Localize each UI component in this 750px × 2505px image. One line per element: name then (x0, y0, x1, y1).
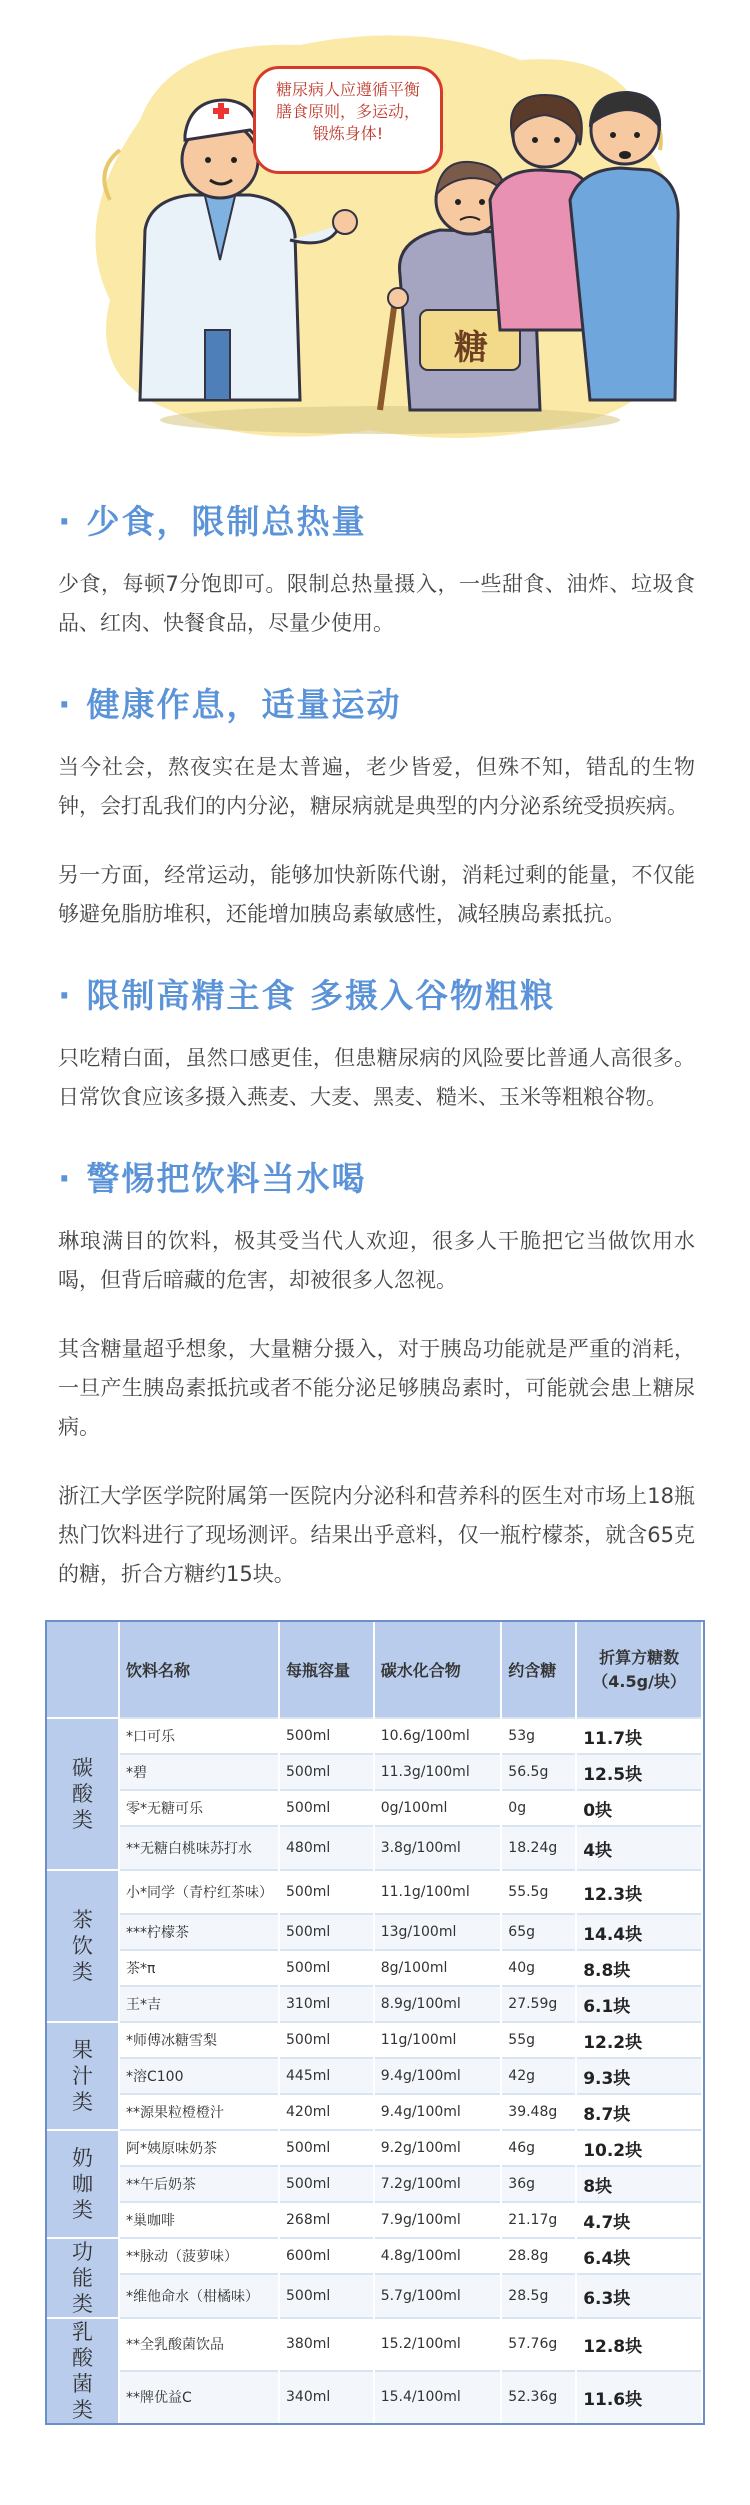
table-cell-cubes: 8.8块 (576, 1950, 702, 1986)
table-cell-carbs: 10.6g/100ml (374, 1718, 502, 1754)
table-cell-volume: 480ml (279, 1826, 374, 1870)
table-row (47, 2274, 702, 2318)
table-cell-carbs: 7.9g/100ml (374, 2202, 502, 2238)
table-cell-carbs: 13g/100ml (374, 1914, 502, 1950)
table-row (47, 1870, 702, 1914)
section-heading-rest-exercise: · 健康作息，适量运动 (58, 685, 402, 724)
table-cell-volume: 500ml (279, 1718, 374, 1754)
table-cell-cubes: 8块 (576, 2166, 702, 2202)
table-cell-cubes: 12.2块 (576, 2022, 702, 2058)
table-cell-cubes: 8.7块 (576, 2094, 702, 2130)
table-cell-volume: 600ml (279, 2238, 374, 2274)
table-cell-sugar: 42g (501, 2058, 576, 2094)
table-cell-sugar: 56.5g (501, 1754, 576, 1790)
table-cell-name: 阿*姨原味奶茶 (119, 2130, 279, 2166)
table-category-cell: 果 汁 类 (47, 2022, 119, 2130)
table-cell-carbs: 8.9g/100ml (374, 1986, 502, 2022)
table-cell-cubes: 14.4块 (576, 1914, 702, 1950)
table-cell-volume: 420ml (279, 2094, 374, 2130)
table-cell-name: 王*吉 (119, 1986, 279, 2022)
table-cell-carbs: 9.4g/100ml (374, 2058, 502, 2094)
table-cell-volume: 500ml (279, 1754, 374, 1790)
article-content (0, 496, 750, 1594)
table-cell-cubes: 12.5块 (576, 1754, 702, 1790)
table-cell-sugar: 18.24g (501, 1826, 576, 1870)
table-cell-carbs: 3.8g/100ml (374, 1826, 502, 1870)
table-cell-sugar: 55.5g (501, 1870, 576, 1914)
table-cell-sugar: 55g (501, 2022, 576, 2058)
table-header-sugar: 约含糖 (501, 1622, 576, 1718)
table-cell-volume: 268ml (279, 2202, 374, 2238)
table-cell-cubes: 4.7块 (576, 2202, 702, 2238)
table-row (47, 1914, 702, 1950)
table-row (47, 2238, 702, 2274)
table-cell-sugar: 39.48g (501, 2094, 576, 2130)
table-cell-volume: 500ml (279, 2022, 374, 2058)
sugar-sign-text: 糖 (454, 328, 490, 368)
table-cell-sugar: 52.36g (501, 2371, 576, 2424)
table-cell-carbs: 8g/100ml (374, 1950, 502, 1986)
table-cell-name: **午后奶茶 (119, 2166, 279, 2202)
table-cell-cubes: 10.2块 (576, 2130, 702, 2166)
section-heading-eat-less: · 少食，限制总热量 (58, 502, 367, 541)
table-row (47, 2130, 702, 2166)
table-cell-volume: 380ml (279, 2318, 374, 2371)
table-header-cubes: 折算方糖数 （4.5g/块） (576, 1622, 702, 1718)
table-cell-carbs: 5.7g/100ml (374, 2274, 502, 2318)
table-cell-volume: 445ml (279, 2058, 374, 2094)
table-cell-volume: 310ml (279, 1986, 374, 2022)
table-row (47, 1790, 702, 1826)
bullet-dot-icon: · (58, 1159, 73, 1198)
table-cell-sugar: 0g (501, 1790, 576, 1826)
table-cell-carbs: 4.8g/100ml (374, 2238, 502, 2274)
table-cell-volume: 340ml (279, 2371, 374, 2424)
bullet-dot-icon: · (58, 685, 73, 724)
bubble-line-2: 膳食原则，多运动， (275, 102, 420, 121)
table-cell-sugar: 65g (501, 1914, 576, 1950)
table-cell-sugar: 36g (501, 2166, 576, 2202)
table-cell-volume: 500ml (279, 1914, 374, 1950)
table-cell-carbs: 15.2/100ml (374, 2318, 502, 2371)
table-cell-carbs: 7.2g/100ml (374, 2166, 502, 2202)
bullet-dot-icon: · (58, 502, 73, 541)
table-cell-carbs: 15.4/100ml (374, 2371, 502, 2424)
table-row (47, 2371, 702, 2424)
table-row (47, 2202, 702, 2238)
section-heading-whole-grains: · 限制高精主食 多摄入谷物粗粮 (58, 976, 556, 1015)
table-cell-cubes: 6.3块 (576, 2274, 702, 2318)
table-cell-name: *碧 (119, 1754, 279, 1790)
table-cell-name: *巢咖啡 (119, 2202, 279, 2238)
drink-sugar-table (45, 1620, 705, 2425)
table-cell-sugar: 53g (501, 1718, 576, 1754)
table-cell-name: *口可乐 (119, 1718, 279, 1754)
table-header-carbs: 碳水化合物 (374, 1622, 502, 1718)
table-category-cell: 碳 酸 类 (47, 1718, 119, 1870)
table-cell-sugar: 46g (501, 2130, 576, 2166)
table-cell-name: **全乳酸菌饮品 (119, 2318, 279, 2371)
table-cell-cubes: 4块 (576, 1826, 702, 1870)
table-row (47, 1950, 702, 1986)
table-cell-name: *溶C100 (119, 2058, 279, 2094)
table-cell-cubes: 12.3块 (576, 1870, 702, 1914)
table-row (47, 1826, 702, 1870)
table-cell-name: *维他命水（柑橘味） (119, 2274, 279, 2318)
section-paragraph: 另一方面，经常运动，能够加快新陈代谢，消耗过剩的能量，不仅能够避免脂肪堆积，还能增加胰岛素敏感性，减轻胰岛素抵抗。 (58, 863, 695, 926)
diabetes-illustration (0, 0, 750, 460)
section-paragraph: 只吃精白面，虽然口感更佳，但患糖尿病的风险要比普通人高很多。日常饮食应该多摄入燕麦、大麦、黑麦、糙米、玉米等粗粮谷物。 (58, 1046, 695, 1109)
table-row (47, 1754, 702, 1790)
table-cell-carbs: 11g/100ml (374, 2022, 502, 2058)
table-cell-carbs: 9.4g/100ml (374, 2094, 502, 2130)
table-row (47, 1986, 702, 2022)
table-cell-volume: 500ml (279, 2166, 374, 2202)
table-cell-cubes: 11.7块 (576, 1718, 702, 1754)
table-cell-carbs: 9.2g/100ml (374, 2130, 502, 2166)
table-row (47, 1718, 702, 1754)
table-cell-name: ***柠檬茶 (119, 1914, 279, 1950)
table-cell-sugar: 57.76g (501, 2318, 576, 2371)
table-cell-sugar: 28.8g (501, 2238, 576, 2274)
table-cell-name: 小*同学（青柠红茶味） (119, 1870, 279, 1914)
table-category-cell: 茶 饮 类 (47, 1870, 119, 2022)
table-header-category (47, 1622, 119, 1718)
bullet-dot-icon: · (58, 976, 73, 1015)
section-paragraph: 琳琅满目的饮料，极其受当代人欢迎，很多人干脆把它当做饮用水喝，但背后暗藏的危害，却被很多人忽视。 (58, 1229, 695, 1292)
table-header-row (47, 1622, 702, 1718)
table-category-cell: 乳 酸 菌 类 (47, 2318, 119, 2423)
table-cell-carbs: 11.1g/100ml (374, 1870, 502, 1914)
section-paragraph: 其含糖量超乎想象，大量糖分摄入，对于胰岛功能就是严重的消耗，一旦产生胰岛素抵抗或者不能分泌足够胰岛素时，可能就会患上糖尿病。 (58, 1337, 695, 1439)
table-cell-cubes: 6.4块 (576, 2238, 702, 2274)
table-cell-cubes: 12.8块 (576, 2318, 702, 2371)
table-cell-volume: 500ml (279, 1870, 374, 1914)
table-cell-name: **脉动（菠萝味） (119, 2238, 279, 2274)
table-cell-name: *师傅冰糖雪梨 (119, 2022, 279, 2058)
table-cell-name: **无糖白桃味苏打水 (119, 1826, 279, 1870)
table-cell-cubes: 11.6块 (576, 2371, 702, 2424)
table-row (47, 2318, 702, 2371)
table-cell-sugar: 40g (501, 1950, 576, 1986)
section-paragraph: 少食，每顿7分饱即可。限制总热量摄入，一些甜食、油炸、垃圾食品、红肉、快餐食品，尽量少使用。 (58, 572, 695, 635)
table-cell-name: 零*无糖可乐 (119, 1790, 279, 1826)
section-paragraph: 浙江大学医学院附属第一医院内分泌科和营养科的医生对市场上18瓶热门饮料进行了现场测评。结果出乎意料，仅一瓶柠檬茶，就含65克的糖，折合方糖约15块。 (58, 1484, 695, 1586)
table-cell-sugar: 21.17g (501, 2202, 576, 2238)
table-row (47, 2022, 702, 2058)
table-cell-volume: 500ml (279, 2274, 374, 2318)
table-cell-volume: 500ml (279, 1790, 374, 1826)
table-cell-volume: 500ml (279, 2130, 374, 2166)
table-row (47, 2166, 702, 2202)
table-cell-cubes: 0块 (576, 1790, 702, 1826)
table-row (47, 2058, 702, 2094)
table-cell-sugar: 27.59g (501, 1986, 576, 2022)
table-category-cell: 功 能 类 (47, 2238, 119, 2318)
table-header-name: 饮料名称 (119, 1622, 279, 1718)
table-cell-name: **牌优益C (119, 2371, 279, 2424)
table-cell-cubes: 9.3块 (576, 2058, 702, 2094)
table-cell-cubes: 6.1块 (576, 1986, 702, 2022)
section-heading-drinks: · 警惕把饮料当水喝 (58, 1159, 367, 1198)
table-cell-name: **源果粒橙橙汁 (119, 2094, 279, 2130)
table-cell-carbs: 11.3g/100ml (374, 1754, 502, 1790)
table-cell-sugar: 28.5g (501, 2274, 576, 2318)
table-cell-carbs: 0g/100ml (374, 1790, 502, 1826)
bubble-line-1: 糖尿病人应遵循平衡 (275, 80, 420, 99)
table-body (47, 1718, 702, 2423)
table-row (47, 2094, 702, 2130)
speech-bubble (253, 66, 443, 174)
table-cell-name: 茶*π (119, 1950, 279, 1986)
section-paragraph: 当今社会，熬夜实在是太普遍，老少皆爱，但殊不知，错乱的生物钟，会打乱我们的内分泌，糖尿病就是典型的内分泌系统受损疾病。 (58, 755, 695, 818)
table-category-cell: 奶 咖 类 (47, 2130, 119, 2238)
bubble-line-3: 锻炼身体! (312, 124, 384, 143)
table-cell-volume: 500ml (279, 1950, 374, 1986)
table-header-volume: 每瓶容量 (279, 1622, 374, 1718)
